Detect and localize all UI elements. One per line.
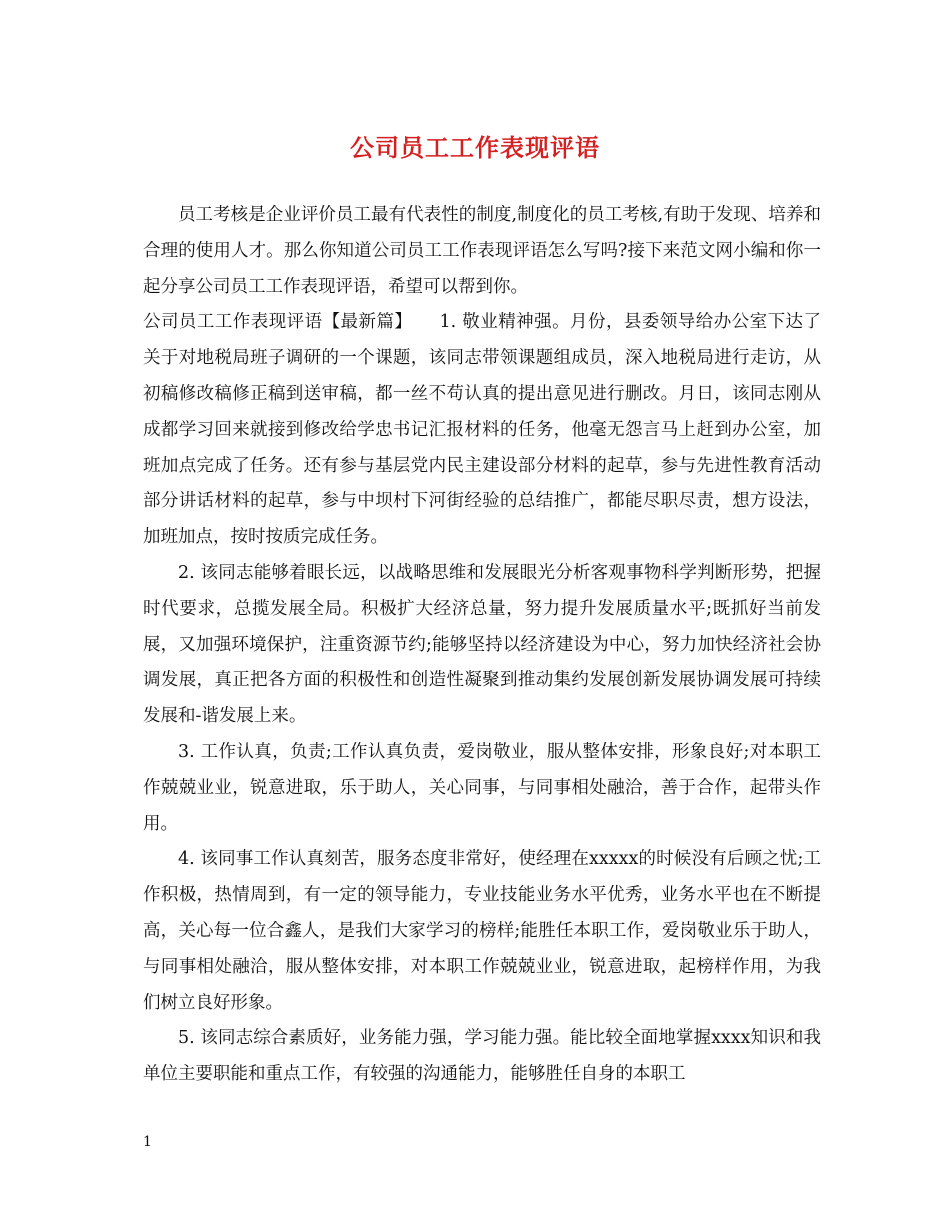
paragraph-item-5: 5. 该同志综合素质好，业务能力强，学习能力强。能比较全面地掌握xxxx知识和我单位主要职能和重点工作，有较强的沟通能力，能够胜任自身的本职工 xyxy=(143,1028,821,1085)
paragraph-item-4: 4. 该同事工作认真刻苦，服务态度非常好，使经理在xxxxx的时候没有后顾之忧;工作积极，热情周到，有一定的领导能力，专业技能业务水平优秀，业务水平也在不断提高，关心每一位合鑫人，是我们大家学习的榜样;能胜任本职工作，爱岗敬业乐于助人，与同事相处融洽，服从整体安排，对本职工作兢兢业业，锐意进取，起榜样作用，为我们树立良好形象。 xyxy=(143,849,821,1013)
document-body xyxy=(143,198,821,1093)
document-title: 公司员工工作表现评语 xyxy=(350,133,600,162)
paragraph-intro: 员工考核是企业评价员工最有代表性的制度,制度化的员工考核,有助于发现、培养和合理的使用人才。那么你知道公司员工工作表现评语怎么写吗?接下来范文网小编和你一起分享公司员工工作表现评语，希望可以帮到你。 xyxy=(143,205,821,297)
paragraph-section-heading-item-1: 公司员工工作表现评语【最新篇】 1. 敬业精神强。月份，县委领导给办公室下达了关于对地税局班子调研的一个课题，该同志带领课题组成员，深入地税局进行走访，从初稿修改稿修正稿到送审稿，都一丝不苟认真的提出意见进行删改。月日，该同志刚从成都学习回来就接到修改给学忠书记汇报材料的任务，他毫无怨言马上赶到办公室，加班加点完成了任务。还有参与基层党内民主建设部分材料的起草，参与先进性教育活动部分讲话材料的起草，参与中坝村下河街经验的总结推广，都能尽职尽责，想方设法，加班加点，按时按质完成任务。 xyxy=(143,312,821,548)
paragraph-item-3: 3. 工作认真，负责;工作认真负责，爱岗敬业，服从整体安排，形象良好;对本职工作兢兢业业，锐意进取，乐于助人，关心同事，与同事相处融洽，善于合作，起带头作用。 xyxy=(143,741,821,834)
page-number: 1 xyxy=(143,1134,152,1150)
paragraph-item-2: 2. 该同志能够着眼长远，以战略思维和发展眼光分析客观事物科学判断形势，把握时代要求，总揽发展全局。积极扩大经济总量，努力提升发展质量水平;既抓好当前发展，又加强环境保护，注重资源节约;能够坚持以经济建设为中心，努力加快经济社会协调发展，真正把各方面的积极性和创造性凝聚到推动集约发展创新发展协调发展可持续发展和-谐发展上来。 xyxy=(143,562,821,727)
